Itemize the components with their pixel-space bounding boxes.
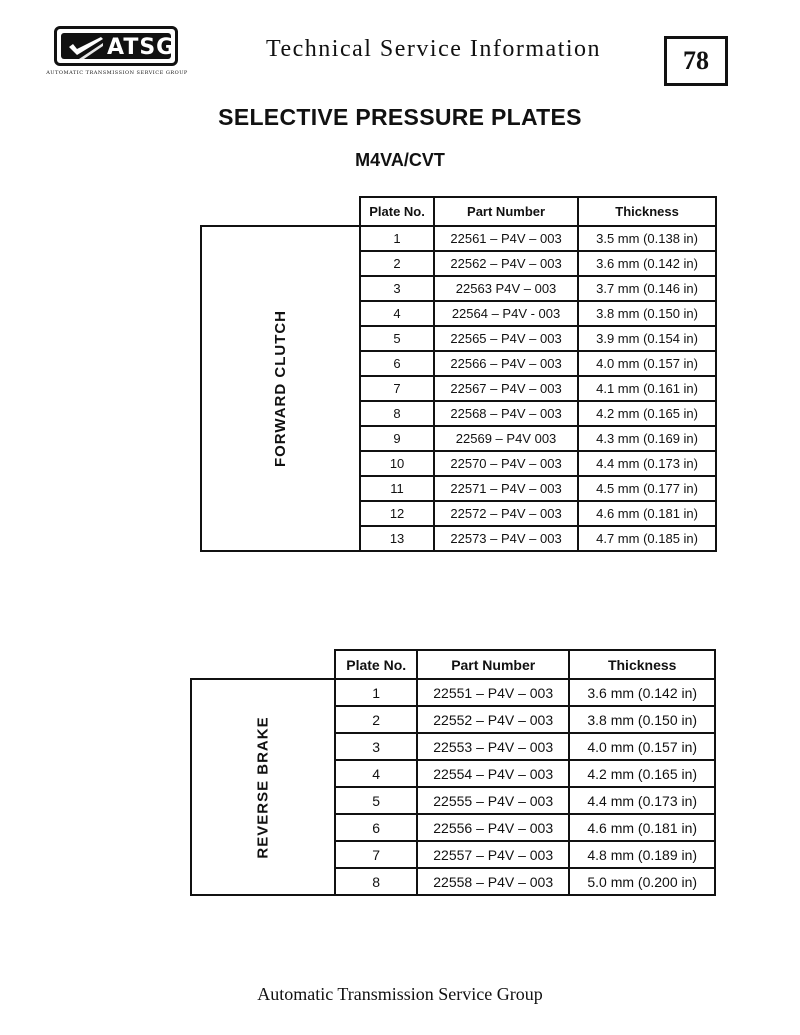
forward-clutch-table	[200, 196, 717, 552]
table-header-row	[191, 650, 715, 679]
part-number-cell: 22558 – P4V – 003	[417, 868, 569, 895]
plate-no-cell: 1	[360, 226, 434, 251]
table-corner	[191, 650, 335, 679]
plate-no-cell: 13	[360, 526, 434, 551]
part-number-cell: 22553 – P4V – 003	[417, 733, 569, 760]
header-title: Technical Service Information	[266, 36, 602, 62]
plate-no-cell: 10	[360, 451, 434, 476]
part-number-cell: 22571 – P4V – 003	[434, 476, 578, 501]
part-number-cell: 22568 – P4V – 003	[434, 401, 578, 426]
part-number-cell: 22552 – P4V – 003	[417, 706, 569, 733]
plate-no-cell: 12	[360, 501, 434, 526]
plate-no-cell: 6	[335, 814, 417, 841]
thickness-cell: 4.1 mm (0.161 in)	[578, 376, 716, 401]
thickness-cell: 5.0 mm (0.200 in)	[569, 868, 715, 895]
column-header-part-number: Part Number	[434, 197, 578, 226]
column-header-plate-no: Plate No.	[360, 197, 434, 226]
side-label-cell	[201, 226, 360, 551]
thickness-cell: 4.8 mm (0.189 in)	[569, 841, 715, 868]
plate-no-cell: 1	[335, 679, 417, 706]
thickness-cell: 3.9 mm (0.154 in)	[578, 326, 716, 351]
thickness-cell: 4.2 mm (0.165 in)	[569, 760, 715, 787]
plate-no-cell: 8	[335, 868, 417, 895]
table-row	[201, 226, 716, 251]
thickness-cell: 4.5 mm (0.177 in)	[578, 476, 716, 501]
table-header-row	[201, 197, 716, 226]
thickness-cell: 3.6 mm (0.142 in)	[578, 251, 716, 276]
plate-no-cell: 2	[335, 706, 417, 733]
thickness-cell: 4.7 mm (0.185 in)	[578, 526, 716, 551]
plate-no-cell: 9	[360, 426, 434, 451]
plate-no-cell: 2	[360, 251, 434, 276]
part-number-cell: 22567 – P4V – 003	[434, 376, 578, 401]
plate-no-cell: 5	[335, 787, 417, 814]
part-number-cell: 22569 – P4V 003	[434, 426, 578, 451]
plate-no-cell: 7	[360, 376, 434, 401]
column-header-part-number: Part Number	[417, 650, 569, 679]
part-number-cell: 22565 – P4V – 003	[434, 326, 578, 351]
atsg-logo	[42, 24, 192, 80]
part-number-cell: 22557 – P4V – 003	[417, 841, 569, 868]
part-number-cell: 22572 – P4V – 003	[434, 501, 578, 526]
thickness-cell: 3.8 mm (0.150 in)	[569, 706, 715, 733]
column-header-plate-no: Plate No.	[335, 650, 417, 679]
column-header-thickness: Thickness	[578, 197, 716, 226]
thickness-cell: 4.6 mm (0.181 in)	[569, 814, 715, 841]
part-number-cell: 22551 – P4V – 003	[417, 679, 569, 706]
part-number-cell: 22556 – P4V – 003	[417, 814, 569, 841]
part-number-cell: 22554 – P4V – 003	[417, 760, 569, 787]
plate-no-cell: 4	[335, 760, 417, 787]
part-number-cell: 22555 – P4V – 003	[417, 787, 569, 814]
footer-text: Automatic Transmission Service Group	[257, 984, 543, 1004]
part-number-cell: 22566 – P4V – 003	[434, 351, 578, 376]
plate-no-cell: 3	[360, 276, 434, 301]
part-number-cell: 22564 – P4V - 003	[434, 301, 578, 326]
thickness-cell: 3.5 mm (0.138 in)	[578, 226, 716, 251]
part-number-cell: 22561 – P4V – 003	[434, 226, 578, 251]
plate-no-cell: 6	[360, 351, 434, 376]
plate-no-cell: 11	[360, 476, 434, 501]
side-label: REVERSE BRAKE	[254, 715, 272, 859]
plate-no-cell: 7	[335, 841, 417, 868]
thickness-cell: 3.7 mm (0.146 in)	[578, 276, 716, 301]
table-corner	[201, 197, 360, 226]
thickness-cell: 4.3 mm (0.169 in)	[578, 426, 716, 451]
checkmark-icon	[67, 37, 105, 61]
side-label-cell	[191, 679, 335, 895]
logo-badge	[54, 26, 178, 66]
logo-subtext: AUTOMATIC TRANSMISSION SERVICE GROUP	[46, 70, 188, 76]
thickness-cell: 3.8 mm (0.150 in)	[578, 301, 716, 326]
thickness-cell: 4.0 mm (0.157 in)	[578, 351, 716, 376]
plate-no-cell: 5	[360, 326, 434, 351]
plate-no-cell: 4	[360, 301, 434, 326]
thickness-cell: 4.6 mm (0.181 in)	[578, 501, 716, 526]
document-subtitle: M4VA/CVT	[355, 150, 445, 170]
thickness-cell: 4.4 mm (0.173 in)	[569, 787, 715, 814]
column-header-thickness: Thickness	[569, 650, 715, 679]
page-number: 78	[664, 36, 728, 86]
thickness-cell: 4.2 mm (0.165 in)	[578, 401, 716, 426]
plate-no-cell: 8	[360, 401, 434, 426]
plate-no-cell: 3	[335, 733, 417, 760]
table-row	[191, 679, 715, 706]
thickness-cell: 4.0 mm (0.157 in)	[569, 733, 715, 760]
document-title: SELECTIVE PRESSURE PLATES	[218, 104, 582, 130]
thickness-cell: 3.6 mm (0.142 in)	[569, 679, 715, 706]
thickness-cell: 4.4 mm (0.173 in)	[578, 451, 716, 476]
part-number-cell: 22562 – P4V – 003	[434, 251, 578, 276]
side-label: FORWARD CLUTCH	[272, 309, 290, 468]
part-number-cell: 22563 P4V – 003	[434, 276, 578, 301]
part-number-cell: 22570 – P4V – 003	[434, 451, 578, 476]
logo-text: ATSG	[107, 35, 176, 60]
reverse-brake-table	[190, 649, 716, 896]
part-number-cell: 22573 – P4V – 003	[434, 526, 578, 551]
